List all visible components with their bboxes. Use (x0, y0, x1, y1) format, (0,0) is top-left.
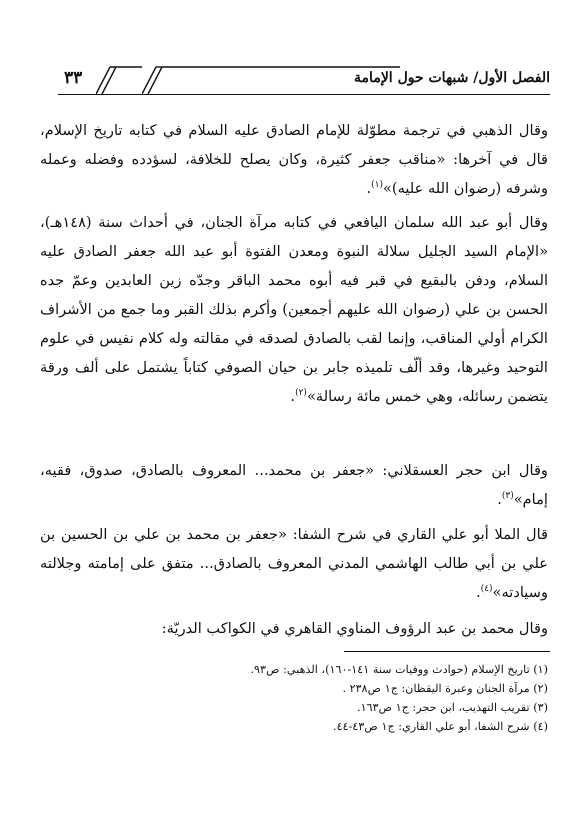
footnote-3: (٣) تقريب التهذيب، ابن حجر: ج١ ص١٦٣. (357, 701, 548, 714)
chapter-title: الفصل الأول/ شبهات حول الإمامة (354, 70, 550, 86)
paragraph-munawi: وقال محمد بن عبد الرؤوف المناوي القاهري في الكواكب الدريّة: (161, 620, 548, 637)
footnote-ref-1: (١) (371, 180, 383, 191)
paragraph-ibn-hajar: وقال ابن حجر العسقلاني: «جعفر بن محمد... المعروف بالصادق، صدوق، فقيه، إمام»$^{(٣)}$. (40, 462, 548, 508)
paragraph-dhahabi: وقال الذهبي في ترجمة مطوّلة للإمام الصادق عليه السلام في كتابه تاريخ الإسلام، قال في آخرها: «مناقب جعفر كثيرة، وكان يصلح للخلافة، لسؤدده وفضله وعمله وشرفه (رضوان الله عليه)»$^{(١)}$. (40, 122, 548, 197)
footnote-2: (٢) مرآة الجنان وعبرة اليقظان: ج١ ص٢٣٨ . (342, 682, 548, 695)
footnotes (40, 660, 548, 736)
header-ornament (142, 66, 402, 95)
paragraph-yafii: وقال أبو عبد الله سلمان اليافعي في كتابه مرآة الجنان، في أحداث سنة (١٤٨هـ)، «الإمام السيد الجليل سلالة النبوة ومعدن الفتوة أبو عبد الله جعفر الصادق عليه السلام، ودفن بالبقيع في قبر فيه أبوه محمد الباقر وجدّه زين العابدين وعمّ جده الحسن بن علي (رضوان الله عليهم أجمعين) وأكرم بذلك القبر وما جمع من الأشراف الكرام أولي المناقب، وإنما لقب بالصادق لصدقه في مقالته وله كلام نفيس في علوم التوحيد وغيرها، وقد ألّف تلميذه جابر بن حيان الصوفي كتاباً يشتمل على ألف ورقة يتضمن رسائله، وهي خمس مائة رسالة»$^{(٢)}$. (40, 214, 548, 405)
footnote-ref-2: (٢) (295, 388, 307, 399)
footnote-ref-4: (٤) (480, 584, 493, 595)
footnote-separator (344, 651, 550, 652)
footnote-ref-3: (٣) (501, 491, 514, 502)
page-number: ٣٣ (64, 68, 83, 88)
footnote-4: (٤) شرح الشفا، أبو علي القاري: ج١ ص٤٣-٤٤. (333, 720, 548, 733)
footnote-1: (١) تاريخ الإسلام (حوادث ووفيات سنة ١٤١-١٦٠)، الذهبي: ص٩٣. (250, 663, 548, 676)
paragraph-qari: قال الملا أبو علي القاري في شرح الشفا: «جعفر بن محمد بن علي بن الحسين بن علي بن أبي طالب الهاشمي المدني المعروف بالصادق... متفق على إمامته وجلالته وسيادته»$^{(٤)}$. (40, 526, 548, 601)
page-number-ornament (96, 66, 146, 95)
running-header (58, 66, 550, 95)
